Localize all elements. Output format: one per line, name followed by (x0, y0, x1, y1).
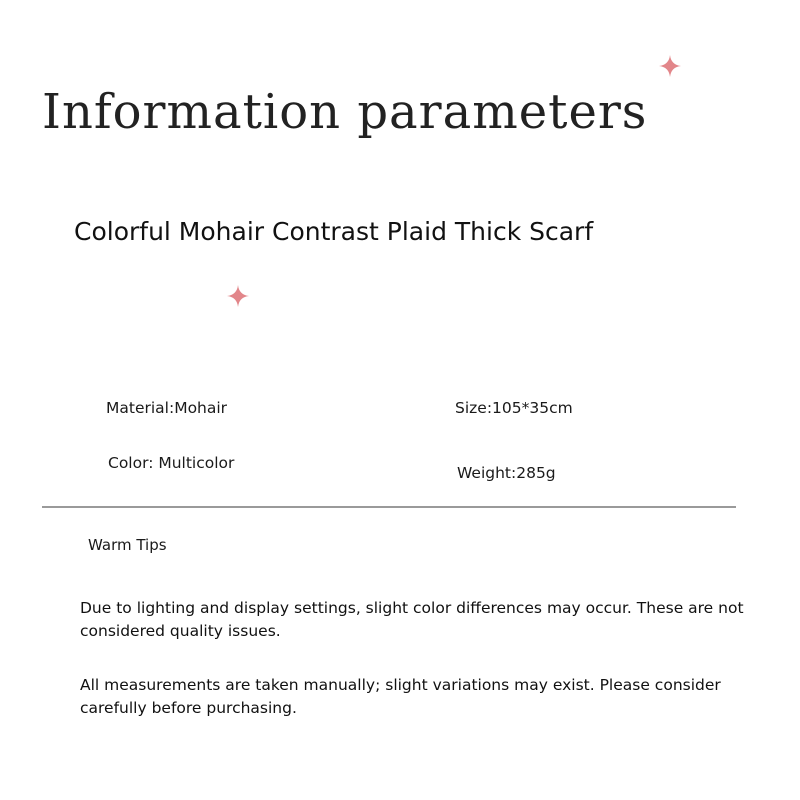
sparkle-icon (659, 54, 681, 78)
spec-color: Color: Multicolor (108, 454, 235, 472)
section-divider (42, 506, 736, 508)
warm-tip: Due to lighting and display settings, slight color differences may occur. These are not considered quality issues. (80, 599, 744, 640)
spec-size: Size:105*35cm (455, 399, 573, 417)
page-heading: Information parameters (42, 84, 648, 140)
spec-material: Material:Mohair (106, 399, 228, 417)
warm-tip: All measurements are taken manually; slight variations may exist. Please consider carefully before purchasing. (80, 676, 721, 717)
product-title: Colorful Mohair Contrast Plaid Thick Scarf (74, 217, 594, 246)
sparkle-icon (227, 284, 249, 308)
warm-tips-heading: Warm Tips (88, 536, 167, 554)
spec-weight: Weight:285g (457, 464, 556, 482)
